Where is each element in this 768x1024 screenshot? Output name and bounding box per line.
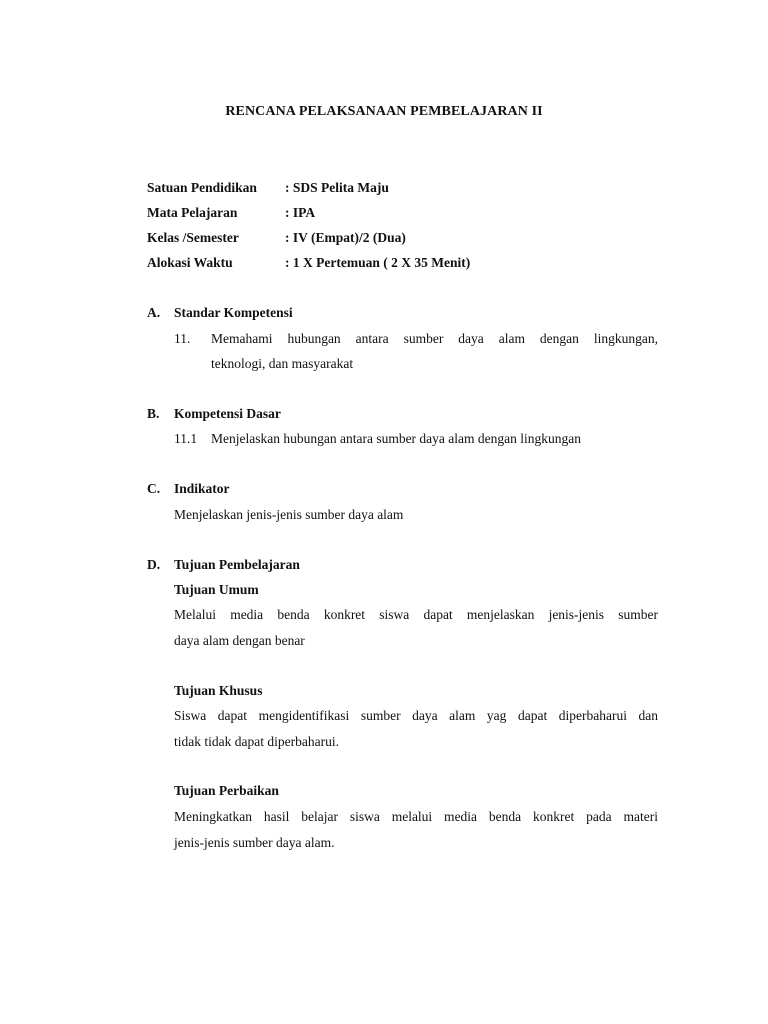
item-number: 11.1: [174, 431, 198, 446]
body-text-line: tidak tidak dapat diperbaharui.: [174, 734, 339, 749]
info-value-alokasi: : 1 X Pertemuan ( 2 X 35 Menit): [285, 255, 471, 270]
body-text-line: daya alam dengan benar: [174, 633, 305, 648]
section-letter: A.: [147, 305, 161, 320]
subsection-title-khusus: Tujuan Khusus: [174, 683, 263, 698]
subsection-title-perbaikan: Tujuan Perbaikan: [174, 783, 279, 798]
info-label-satuan: Satuan Pendidikan: [147, 180, 257, 195]
item-text-line: Menjelaskan hubungan antara sumber daya alam dengan lingkungan: [211, 431, 582, 446]
body-text-line: Menjelaskan jenis-jenis sumber daya alam: [174, 507, 404, 522]
section-letter: C.: [147, 481, 161, 496]
item-number: 11.: [174, 331, 191, 346]
info-value-satuan: : SDS Pelita Maju: [285, 180, 389, 195]
item-text-line: teknologi, dan masyarakat: [211, 356, 354, 371]
section-title: Standar Kompetensi: [174, 305, 293, 320]
section-letter: B.: [147, 406, 160, 421]
info-label-alokasi: Alokasi Waktu: [147, 255, 233, 270]
body-text-line: jenis-jenis sumber daya alam.: [174, 835, 335, 850]
document-title: RENCANA PELAKSANAAN PEMBELAJARAN II: [225, 104, 543, 119]
info-label-kelas: Kelas /Semester: [147, 230, 239, 245]
body-text-line: Melalui media benda konkret siswa dapat menjelaskan jenis-jenis sumber: [174, 607, 658, 622]
info-value-mapel: : IPA: [285, 205, 316, 220]
section-letter: D.: [147, 557, 161, 572]
info-value-kelas: : IV (Empat)/2 (Dua): [285, 230, 406, 245]
item-text-line: Memahami hubungan antara sumber daya alam dengan lingkungan,: [211, 331, 658, 346]
section-title: Kompetensi Dasar: [174, 406, 281, 421]
body-text-line: Meningkatkan hasil belajar siswa melalui media benda konkret pada materi: [174, 809, 658, 824]
section-title: Tujuan Pembelajaran: [174, 557, 300, 572]
section-title: Indikator: [174, 481, 230, 496]
subsection-title-umum: Tujuan Umum: [174, 582, 259, 597]
body-text-line: Siswa dapat mengidentifikasi sumber daya alam yag dapat diperbaharui dan: [174, 708, 658, 723]
info-label-mapel: Mata Pelajaran: [147, 205, 238, 220]
